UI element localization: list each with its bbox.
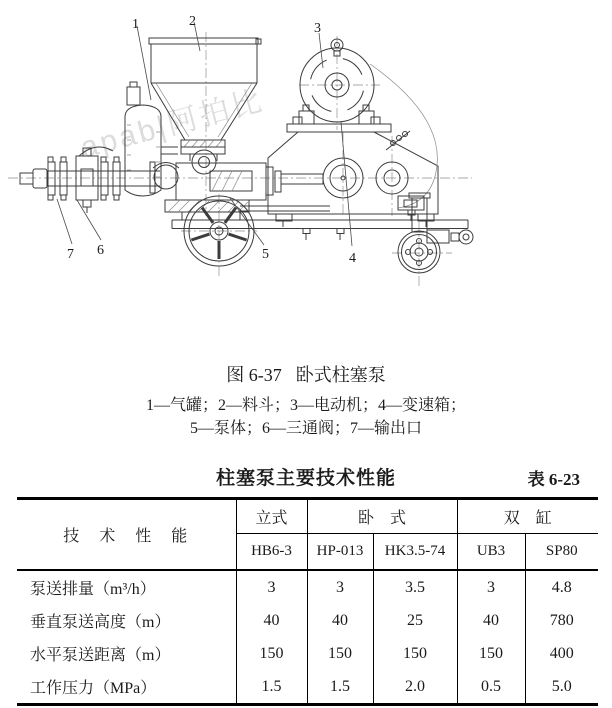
table-cell: 40 [236, 604, 307, 637]
row-label: 垂直泵送高度（m） [30, 614, 171, 631]
table-cell: 150 [457, 637, 525, 670]
table-cell: 150 [373, 637, 457, 670]
model-header-hp-013: HP-013 [307, 534, 373, 571]
figure-caption [0, 361, 612, 387]
pump-technical-drawing [0, 0, 612, 352]
model-header-ub3: UB3 [457, 534, 525, 571]
table-cell: 3.5 [373, 570, 457, 604]
col-header-parameter: 技 术 性 能 [17, 499, 236, 571]
part-label-4: 4 [349, 251, 356, 266]
table-cell: 150 [236, 637, 307, 670]
table-cell: 40 [457, 604, 525, 637]
table-row-vertical-height [17, 604, 598, 637]
table-cell: 400 [525, 637, 598, 670]
part-label-5: 5 [262, 247, 269, 262]
col-group-twin: 双 缸 [457, 499, 598, 534]
table-cell: 4.8 [525, 570, 598, 604]
table-cell: 2.0 [373, 670, 457, 705]
part-label-3: 3 [314, 21, 321, 36]
part-label-6: 6 [97, 243, 104, 258]
col-group-horizontal: 卧 式 [307, 499, 457, 534]
part-label-2: 2 [189, 14, 196, 29]
spec-table [17, 497, 598, 706]
table-cell: 25 [373, 604, 457, 637]
table-cell: 3 [457, 570, 525, 604]
table-title: 柱塞泵主要技术性能 [215, 468, 396, 489]
figure-legend-line2: 5—泵体；6—三通阀；7—输出口 [189, 420, 422, 437]
row-label: 泵送排量（m³/h） [30, 581, 156, 598]
figure-legend-line1: 1—气罐；2—料斗；3—电动机；4—变速箱； [145, 397, 466, 414]
table-cell: 3 [236, 570, 307, 604]
watermark-text: apab|阿拍比 [77, 84, 268, 165]
model-header-sp80: SP80 [525, 534, 598, 571]
table-cell: 0.5 [457, 670, 525, 705]
table-cell: 5.0 [525, 670, 598, 705]
row-label: 工作压力（MPa） [30, 680, 157, 697]
table-row-working-pressure [17, 670, 598, 705]
table-row-horizontal-distance [17, 637, 598, 670]
table-title-row [0, 463, 612, 490]
model-header-hk35-74: HK3.5-74 [373, 534, 457, 571]
electric-motor [299, 39, 374, 124]
table-cell: 1.5 [236, 670, 307, 705]
figure-title: 卧式柱塞泵 [295, 365, 386, 385]
table-cell: 40 [307, 604, 373, 637]
part-label-1: 1 [132, 17, 139, 32]
table-cell: 780 [525, 604, 598, 637]
table-number: 表 6-23 [527, 470, 580, 489]
table-cell: 1.5 [307, 670, 373, 705]
table-cell: 150 [307, 637, 373, 670]
col-group-vertical: 立式 [236, 499, 307, 534]
model-header-hb6-3: HB6-3 [236, 534, 307, 571]
figure-number: 图 6-37 [226, 365, 282, 385]
pump-body [165, 147, 323, 220]
table-row-output [17, 570, 598, 604]
table-cell: 3 [307, 570, 373, 604]
part-label-7: 7 [67, 247, 74, 262]
row-label: 水平泵送距离（m） [30, 647, 171, 664]
